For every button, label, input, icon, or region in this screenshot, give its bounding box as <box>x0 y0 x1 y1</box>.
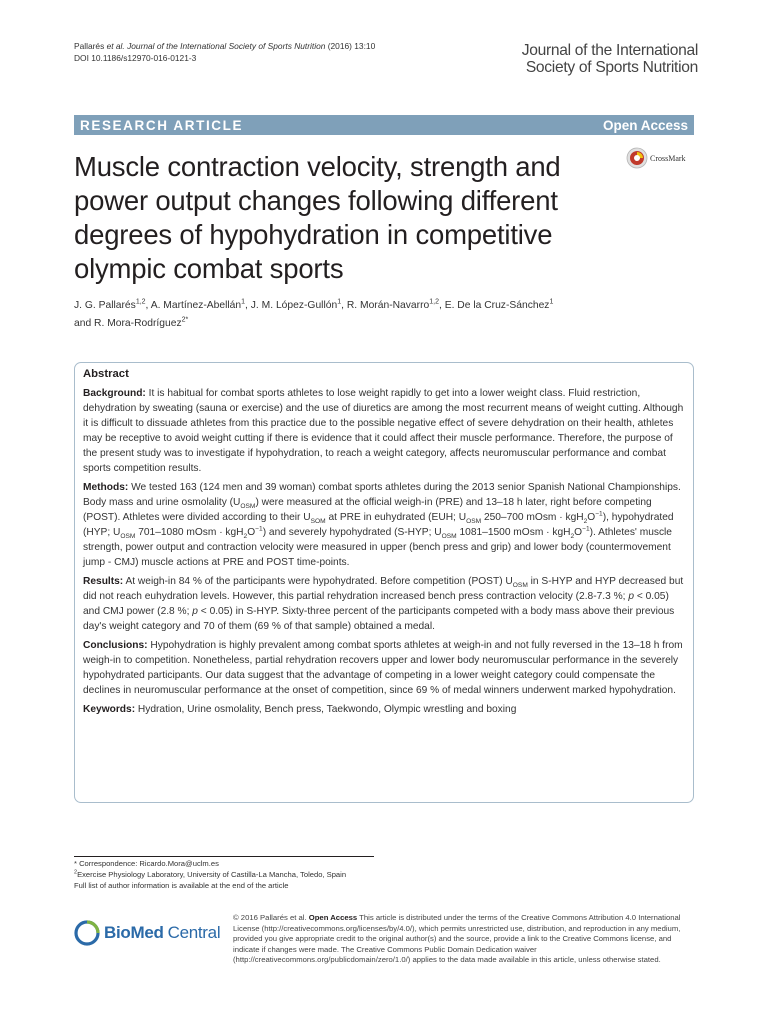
abstract-background: Background: It is habitual for combat sports athletes to lose weight rapidly to get into a lower weight class. Fluid restriction, dehydration by sweating (sauna or exercise) and the use of diuretics are among the most recurrent means of weight cutting. Although it is difficult to dissuade athletes from this practice due to the possible negative effect of severe dehydration on their health, athletes may be receptive to avoid weight cutting if there is evidence that it could affect their muscle performance. Therefore, the purpose of the present study was to investigate if hypohydration, to reach a weight category, affects neuromuscular performance and combat sports competition results. <box>83 388 684 474</box>
author[interactable]: A. Martínez-Abellán$^1$ <box>150 298 246 311</box>
license-statement: © 2016 Pallarés et al. Open Access This article is distributed under the terms of the Creative Commons Attribution 4.0 International License (http://creativecommons.org/licenses/by/4.0/), which permits unrestricted use, distribution, and reproduction in any medium, provided you give appropriate credit to the original author(s) and the source, provide a link to the Creative Commons license, and indicate if changes were made. The Creative Commons Public Domain Dedication waiver (http://creativecommons.org/publicdomain/zero/1.0/) applies to the data made available in this article, unless otherwise stated. <box>233 913 681 965</box>
crossmark-icon <box>626 147 648 169</box>
abstract-conclusions: Conclusions: Hypohydration is highly prevalent among combat sports athletes at weigh-in and not fully reversed in the 13–18 h from weigh-in to competition. Nonetheless, partial rehydration recovers upper and lower body neuromuscular performance in the severely hypohydrated participants. Our data suggest that the advantage of competing in a lower weight category could compensate the declines in neuromuscular performance at the onset of competition, since 69 % of medal winners underwent marked hypohydration. <box>83 640 683 696</box>
open-access-label: Open Access <box>602 117 688 133</box>
author[interactable]: E. De la Cruz-Sánchez$^1$ <box>444 298 554 311</box>
footnotes <box>74 858 384 891</box>
logo-biomed-text: BioMed <box>104 923 164 942</box>
author[interactable]: R. Morán-Navarro$^{1,2}$ <box>346 298 439 311</box>
author[interactable]: J. M. López-Gullón$^1$ <box>250 298 342 311</box>
affiliation: $^2$Exercise Physiology Laboratory, University of Castilla-La Mancha, Toledo, Spain <box>74 869 347 879</box>
article-type-banner <box>74 115 694 135</box>
abstract-results: Results: At weigh-in 84 % of the participants were hypohydrated. Before competition (POST) $U_{OSM}$ in S-HYP and HYP decreased but did not reach euhydration levels. However, this partial rehydration increased bench press contraction velocity (2.8-7.3 %; p < 0.05) and CMJ power (2.8 %; p < 0.05) in S-HYP. Sixty-three percent of the participants competed with a body mass above their previous day's weight category and 70 of them (69 % of that sample) obtained a medal. <box>83 576 684 632</box>
correspondence[interactable]: * Correspondence: Ricardo.Mora@uclm.es <box>74 859 219 868</box>
abstract-keywords: Keywords: Hydration, Urine osmolality, Bench press, Taekwondo, Olympic wrestling and boxing <box>83 704 517 715</box>
abstract-methods: Methods: We tested 163 (124 men and 39 woman) combat sports athletes during the 2013 senior Spanish National Championships. Body mass and urine osmolality $(U_{OSM})$ were measured at the official weigh-in (PRE) and 13–18 h later, right before competing (POST). Athletes were divided according to their $U_{SOM}$ at PRE in euhydrated (EUH; $U_{OSM}$ 250–700 mOsm · $kgH_2O^{-1}$), hypohydrated (HYP; $U_{OSM}$ 701–1080 mOsm · $kgH_2O^{-1}$) and severely hypohydrated (S-HYP; $U_{OSM}$ 1081–1500 mOsm · $kgH_2O^{-1}$). Athletes' muscle strength, power output and contraction velocity were measured in upper (bench press and grip) and lower body (countermovement jump - CMJ) muscle actions at PRE and POST time-points. <box>83 482 681 568</box>
crossmark-badge[interactable] <box>626 147 686 169</box>
abstract <box>83 367 687 721</box>
citation-header <box>74 40 375 64</box>
biomed-central-logo[interactable] <box>74 920 220 946</box>
biomed-central-icon <box>74 920 100 946</box>
abstract-heading: Abstract <box>83 368 129 380</box>
journal-name-line2: Society of Sports Nutrition <box>525 59 698 76</box>
journal-name-line1: Journal of the International <box>521 42 698 59</box>
footnote-divider <box>74 856 374 857</box>
crossmark-label: CrossMark <box>650 153 686 163</box>
doi[interactable]: DOI 10.1186/s12970-016-0121-3 <box>74 53 197 63</box>
author[interactable]: and R. Mora-Rodríguez$^{2*}$ <box>74 316 189 329</box>
citation-authors: Pallarés <box>74 41 105 51</box>
full-author-info-note: Full list of author information is available at the end of the article <box>74 881 289 890</box>
author[interactable]: J. G. Pallarés$^{1,2}$ <box>74 298 146 311</box>
citation-journal: et al. Journal of the International Society of Sports Nutrition <box>104 41 326 51</box>
author-list: J. G. Pallarés$^{1,2}$, A. Martínez-Abellán$^1$, J. M. López-Gullón$^1$, R. Morán-Navarro$^{1,2}$, E. De la Cruz-Sánchez$^1$ and R. Mora-Rodríguez$^{2*}$ <box>74 298 554 329</box>
citation-year: (2016) 13:10 <box>325 41 376 51</box>
article-title: Muscle contraction velocity, strength and power output changes following different degrees of hypohydration in competitive olympic combat sports <box>74 151 561 284</box>
journal-name <box>498 42 698 76</box>
logo-central-text: Central <box>167 923 221 942</box>
article-type-label: RESEARCH ARTICLE <box>80 117 244 133</box>
